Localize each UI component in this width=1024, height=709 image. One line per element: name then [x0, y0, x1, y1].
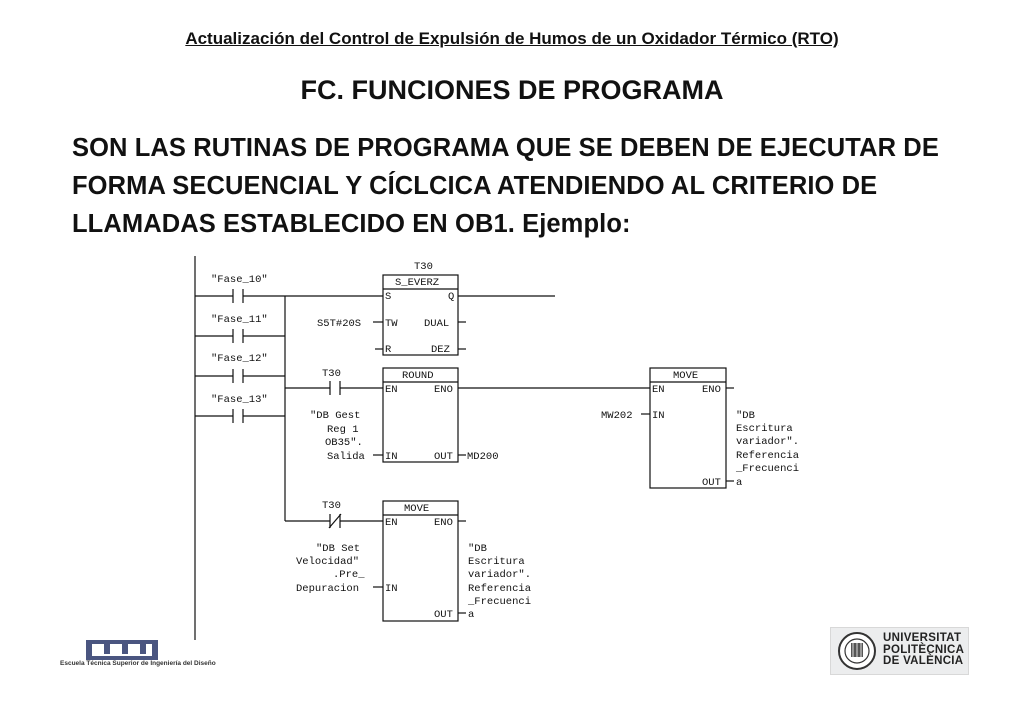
move-output-var: Referencia — [736, 450, 800, 462]
move-block-1 — [601, 368, 799, 489]
contact-fase-11 — [195, 314, 285, 343]
move-output-var: _Frecuenci — [736, 463, 800, 475]
pin-eno: ENO — [434, 517, 453, 529]
pin-in: IN — [385, 451, 398, 463]
pin-in: IN — [385, 583, 398, 595]
upv-line-2: POLITÈCNICA — [883, 643, 965, 656]
timer-preset: S5T#20S — [317, 318, 362, 330]
contact-fase-10 — [195, 274, 285, 303]
move-output-var: a — [736, 477, 743, 489]
move-output-var: variador". — [736, 436, 800, 448]
body-line-3: LLAMADAS ESTABLECIDO EN OB1. Ejemplo: — [72, 210, 631, 238]
contact-label: T30 — [322, 500, 341, 512]
contact-label: "Fase_11" — [211, 314, 268, 326]
pin-en: EN — [652, 384, 665, 396]
move-output-var: Escritura — [468, 556, 525, 568]
move-output-var: Referencia — [468, 583, 532, 595]
move-input-var: MW202 — [601, 410, 633, 422]
move-input-var: Velocidad" — [296, 556, 360, 568]
move-output-var: variador". — [468, 569, 532, 581]
contact-t30-no — [285, 368, 383, 395]
block-title: ROUND — [402, 370, 434, 382]
contact-label: "Fase_12" — [211, 353, 268, 365]
round-output-var: MD200 — [467, 451, 499, 463]
round-input-var: Salida — [327, 451, 365, 463]
move-input-var: Depuracion — [296, 583, 360, 595]
move-output-var: "DB — [736, 410, 755, 422]
header-title: Actualización del Control de Expulsión de Humos de un Oxidador Térmico (RTO) — [185, 29, 839, 48]
round-input-var: Reg 1 — [327, 424, 359, 436]
etsid-logo — [60, 638, 160, 660]
move-output-var: "DB — [468, 543, 487, 555]
block-title: MOVE — [673, 370, 699, 382]
contact-fase-13 — [195, 394, 285, 423]
slide-title: FC. FUNCIONES DE PROGRAMA — [300, 75, 724, 105]
contact-label: T30 — [322, 368, 341, 380]
pin-in: IN — [652, 410, 665, 422]
pin-out: OUT — [434, 609, 453, 621]
move-input-var: "DB Set — [316, 543, 361, 555]
pin-dual: DUAL — [424, 318, 450, 330]
pin-q: Q — [448, 291, 455, 303]
pin-r: R — [385, 344, 392, 356]
pin-tw: TW — [385, 318, 398, 330]
move-output-var: _Frecuenci — [468, 596, 532, 608]
upv-emblem-icon — [837, 631, 877, 671]
move-output-var: Escritura — [736, 423, 793, 435]
upv-line-1: UNIVERSITAT — [883, 632, 962, 644]
contact-t30-nc — [285, 500, 383, 528]
pin-dez: DEZ — [431, 344, 450, 356]
timer-name: T30 — [414, 261, 433, 273]
upv-line-3: DE VALÈNCIA — [883, 655, 964, 668]
pin-en: EN — [385, 384, 398, 396]
contact-label: "Fase_10" — [211, 274, 268, 286]
round-input-var: "DB Gest — [310, 410, 361, 422]
pin-out: OUT — [702, 477, 721, 489]
body-line-1: SON LAS RUTINAS DE PROGRAMA QUE SE DEBEN DE EJECUTAR DE — [72, 134, 939, 162]
timer-type: S_EVERZ — [395, 277, 440, 289]
pin-s: S — [385, 291, 392, 303]
contact-label: "Fase_13" — [211, 394, 268, 406]
pin-out: OUT — [434, 451, 453, 463]
body-line-2: FORMA SECUENCIAL Y CÍCLCICA ATENDIENDO AL CRITERIO DE — [72, 172, 878, 200]
etsid-caption: Escuela Técnica Superior de Ingeniería del Diseño — [60, 660, 216, 667]
block-title: MOVE — [404, 503, 430, 515]
upv-logo — [830, 627, 969, 675]
round-input-var: OB35". — [325, 437, 363, 449]
pin-eno: ENO — [434, 384, 453, 396]
contact-fase-12 — [195, 353, 285, 383]
pin-eno: ENO — [702, 384, 721, 396]
move-block-2 — [296, 501, 531, 621]
round-block — [310, 368, 499, 463]
move-output-var: a — [468, 609, 475, 621]
move-input-var: .Pre_ — [333, 569, 365, 581]
pin-en: EN — [385, 517, 398, 529]
timer-block-t30 — [317, 261, 555, 356]
